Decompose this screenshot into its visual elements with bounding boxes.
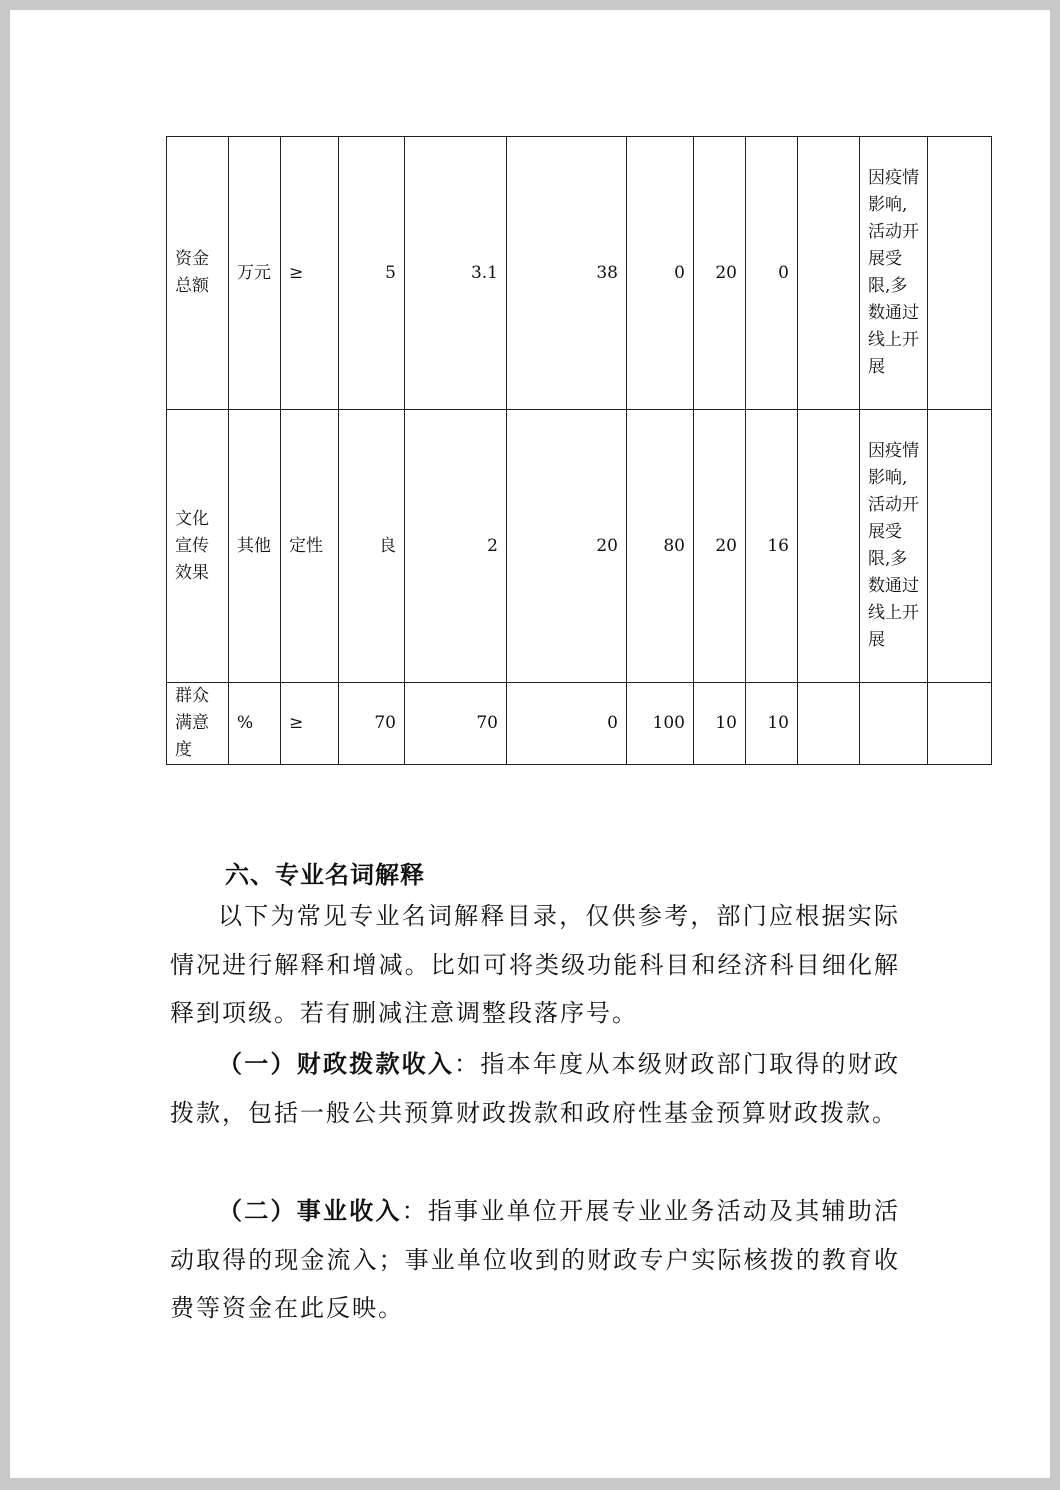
score-cell: 0 (746, 137, 798, 410)
weight-cell: 10 (694, 683, 746, 765)
value-cell: 0 (627, 137, 694, 410)
table-row (167, 137, 992, 410)
document-page (10, 10, 1050, 1478)
actual-cell: 70 (405, 683, 507, 765)
note-cell: 因疫情影响,活动开展受限,多数通过线上开展 (860, 137, 928, 410)
unit-cell: % (229, 683, 281, 765)
definition-term: （二）事业收入 (218, 1196, 402, 1225)
definition-paragraph (170, 1187, 900, 1333)
value-cell: 20 (507, 410, 627, 683)
unit-cell: 其他 (229, 410, 281, 683)
empty-cell (928, 137, 992, 410)
empty-cell (798, 683, 860, 765)
indicator-cell: 群众满意度 (167, 683, 229, 765)
empty-cell (928, 683, 992, 765)
table-row (167, 410, 992, 683)
indicator-cell: 文化宣传效果 (167, 410, 229, 683)
unit-cell: 万元 (229, 137, 281, 410)
value-cell: 80 (627, 410, 694, 683)
score-cell: 10 (746, 683, 798, 765)
intro-paragraph: 以下为常见专业名词解释目录，仅供参考，部门应根据实际情况进行解释和增减。比如可将类级功能科目和经济科目细化解释到项级。若有删减注意调整段落序号。 (170, 902, 900, 1027)
empty-cell (798, 137, 860, 410)
value-cell: 38 (507, 137, 627, 410)
section-heading: 六、专业名词解释 (225, 861, 425, 889)
indicator-cell: 资金总额 (167, 137, 229, 410)
weight-cell: 20 (694, 410, 746, 683)
definition-text: ：指本年度从本级财政部门取得的财政拨款，包括一般公共预算财政拨款和政府性基金预算财政拨款。 (170, 1050, 901, 1127)
performance-indicator-table (166, 136, 992, 765)
target-cell: 70 (339, 683, 405, 765)
empty-cell (928, 410, 992, 683)
target-cell: 5 (339, 137, 405, 410)
actual-cell: 2 (405, 410, 507, 683)
symbol-cell: ≥ (281, 137, 339, 410)
score-cell: 16 (746, 410, 798, 683)
weight-cell: 20 (694, 137, 746, 410)
definition-term: （一）财政拨款收入 (218, 1049, 455, 1078)
empty-cell (798, 410, 860, 683)
definition-paragraph (170, 1040, 900, 1137)
value-cell: 100 (627, 683, 694, 765)
note-cell: 因疫情影响,活动开展受限,多数通过线上开展 (860, 410, 928, 683)
table-row (167, 683, 992, 765)
symbol-cell: 定性 (281, 410, 339, 683)
target-cell: 良 (339, 410, 405, 683)
value-cell: 0 (507, 683, 627, 765)
symbol-cell: ≥ (281, 683, 339, 765)
definition-text: ：指事业单位开展专业业务活动及其辅助活动取得的现金流入；事业单位收到的财政专户实际核拨的教育收费等资金在此反映。 (170, 1197, 901, 1322)
actual-cell: 3.1 (405, 137, 507, 410)
note-cell (860, 683, 928, 765)
